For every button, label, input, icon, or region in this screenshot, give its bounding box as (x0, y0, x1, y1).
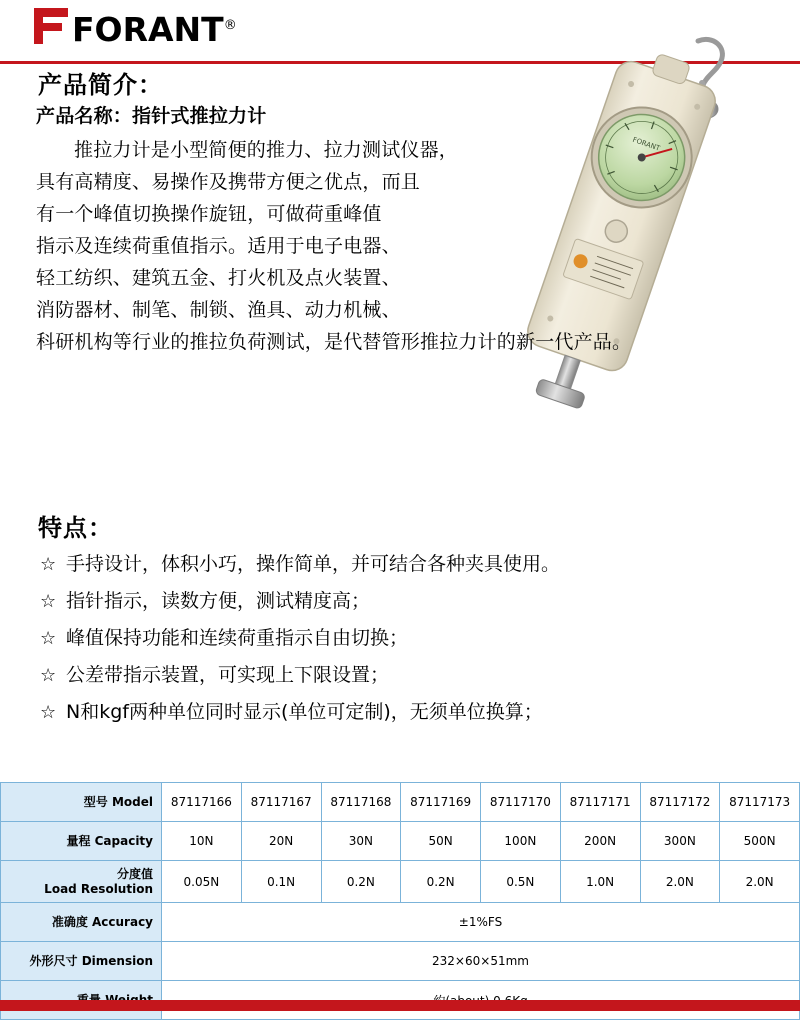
features-section-title: 特点： (38, 514, 113, 542)
table-row (1, 942, 800, 981)
list-item (40, 659, 760, 692)
product-name-row (36, 100, 466, 132)
table-cell-accuracy: ±1%FS (162, 903, 800, 942)
brand-logo (34, 8, 237, 48)
row-label-resolution-line1: 分度值 (116, 866, 153, 881)
table-row (1, 903, 800, 942)
intro-line-5: 轻工纺织、建筑五金、打火机及点火装置、 (36, 267, 401, 289)
brand-name (72, 8, 237, 48)
table-cell: 87117166 (162, 783, 242, 822)
table-row (1, 822, 800, 861)
star-icon: ☆ (40, 591, 57, 612)
table-cell: 87117169 (401, 783, 481, 822)
star-icon: ☆ (40, 702, 57, 723)
table-cell-dimension: 232×60×51mm (162, 942, 800, 981)
list-item (40, 622, 760, 655)
forant-logo-icon (34, 8, 68, 44)
feature-text: N和kgf两种单位同时显示(单位可定制)，无须单位换算； (66, 701, 543, 723)
footer-accent-bar (0, 1000, 800, 1011)
table-cell: 0.05N (162, 861, 242, 903)
table-cell: 100N (481, 822, 561, 861)
intro-line-4: 指示及连续荷重值指示。适用于电子电器、 (36, 235, 401, 257)
row-label-resolution-line2: Load Resolution (44, 881, 153, 896)
table-cell: 300N (640, 822, 720, 861)
list-item (40, 585, 760, 618)
registered-mark: ® (223, 18, 237, 33)
table-cell: 87117172 (640, 783, 720, 822)
list-item (40, 696, 760, 729)
feature-text: 峰值保持功能和连续荷重指示自由切换； (66, 627, 409, 649)
table-cell: 2.0N (720, 861, 800, 903)
table-cell: 0.2N (401, 861, 481, 903)
intro-section-title: 产品简介： (38, 71, 163, 99)
intro-line-6: 消防器材、制笔、制锁、渔具、动力机械、 (36, 299, 401, 321)
svg-text:FORANT: FORANT (631, 135, 661, 153)
brand-name-text: FORANT (72, 10, 224, 49)
row-label-resolution (1, 861, 162, 903)
table-cell: 1.0N (560, 861, 640, 903)
table-cell: 0.2N (321, 861, 401, 903)
feature-text: 公差带指示装置，可实现上下限设置； (66, 664, 390, 686)
table-cell: 200N (560, 822, 640, 861)
table-cell: 50N (401, 822, 481, 861)
intro-line-2: 具有高精度、易操作及携带方便之优点，而且 (36, 171, 421, 193)
table-cell: 87117171 (560, 783, 640, 822)
table-cell: 0.5N (481, 861, 561, 903)
feature-text: 手持设计，体积小巧，操作简单，并可结合各种夹具使用。 (66, 553, 561, 575)
intro-line-1: 推拉力计是小型简便的推力、拉力测试仪器， (74, 139, 459, 161)
row-label-dimension: 外形尺寸 Dimension (1, 942, 162, 981)
table-row (1, 861, 800, 903)
table-cell: 0.1N (241, 861, 321, 903)
table-cell: 87117167 (241, 783, 321, 822)
table-cell: 30N (321, 822, 401, 861)
feature-text: 指针指示，读数方便，测试精度高； (66, 590, 371, 612)
star-icon: ☆ (40, 628, 57, 649)
table-cell: 10N (162, 822, 242, 861)
star-icon: ☆ (40, 665, 57, 686)
table-cell: 87117173 (720, 783, 800, 822)
row-label-accuracy: 准确度 Accuracy (1, 903, 162, 942)
row-label-capacity: 量程 Capacity (1, 822, 162, 861)
features-list (40, 548, 760, 733)
intro-line-7: 科研机构等行业的推拉负荷测试，是代替管形推拉力计的新一代产品。 (36, 331, 632, 353)
specification-table (0, 782, 800, 1020)
intro-line-3: 有一个峰值切换操作旋钮，可做荷重峰值 (36, 203, 382, 225)
table-cell: 20N (241, 822, 321, 861)
list-item (40, 548, 760, 581)
intro-block (36, 100, 632, 358)
product-name-label: 产品名称： (36, 105, 133, 127)
product-name-value: 指针式推拉力计 (132, 105, 267, 127)
table-cell: 2.0N (640, 861, 720, 903)
table-cell: 87117170 (481, 783, 561, 822)
table-cell: 500N (720, 822, 800, 861)
row-label-model: 型号 Model (1, 783, 162, 822)
star-icon: ☆ (40, 554, 57, 575)
table-row (1, 783, 800, 822)
intro-paragraph (36, 134, 776, 358)
table-cell: 87117168 (321, 783, 401, 822)
